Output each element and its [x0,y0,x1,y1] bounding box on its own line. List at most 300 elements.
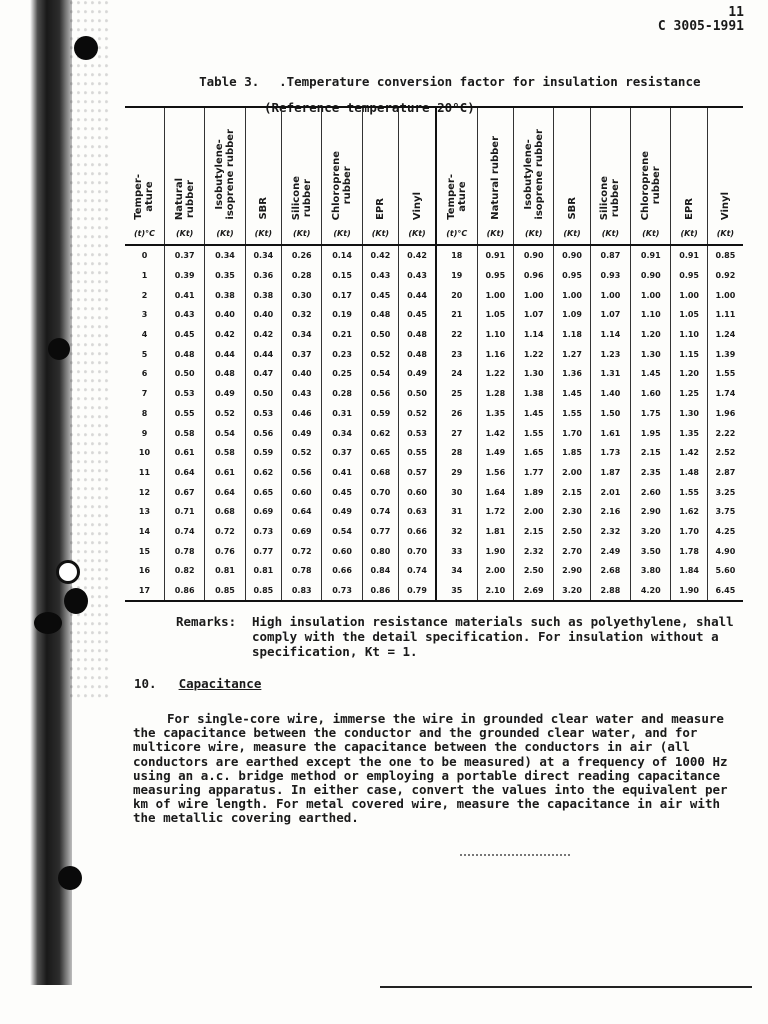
table-cell: 0.56 [362,384,398,404]
table-cell: 1.20 [631,325,671,345]
table-cell: 0.53 [164,384,204,404]
column-unit: (Kt) [399,222,436,245]
table-cell: 0.90 [554,245,590,266]
column-header-label: Temper- ature [133,174,156,220]
column-header-label: Temper- ature [445,174,468,220]
column-header-label: Vinyl [719,191,731,220]
table-cell: 0.42 [245,325,281,345]
table-cell: 0.32 [282,305,322,325]
column-unit: (t)°C [125,222,164,245]
table-cell: 20 [436,285,477,305]
table-cell: 0.38 [205,285,245,305]
table-cell: 1.28 [477,384,513,404]
table-cell: 0.86 [362,581,398,602]
table-cell: 21 [436,305,477,325]
table-cell: 0.34 [205,245,245,266]
table-cell: 0.65 [245,482,281,502]
table-cell: 0.91 [671,245,707,266]
table-row [125,522,743,542]
table-cell: 1.75 [631,404,671,424]
table-cell: 0.45 [164,325,204,345]
table-cell: 1.85 [554,443,590,463]
table-cell: 4.25 [707,522,743,542]
table-cell: 1.00 [554,285,590,305]
table-cell: 0.58 [205,443,245,463]
table-cell: 3 [141,310,148,320]
table-cell: 0.39 [164,266,204,286]
table-cell: 1.35 [671,423,707,443]
table-cell: 1.73 [590,443,630,463]
table-cell: 1.10 [671,325,707,345]
table-cell: 15 [138,546,151,556]
table-cell: 0.43 [362,266,398,286]
table-cell: 2.32 [514,541,554,561]
table-cell: 1.10 [477,325,513,345]
table-cell: 0.47 [245,364,281,384]
table-cell: 0.78 [282,561,322,581]
table-cell: 30 [436,482,477,502]
table-cell: 1.07 [590,305,630,325]
table-cell: 0.23 [322,344,362,364]
table-cell: 1.00 [671,285,707,305]
table-cell: 1.22 [514,344,554,364]
table-cell: 0.72 [205,522,245,542]
table-row [125,423,743,443]
table-cell: 0.60 [399,482,436,502]
table-cell: 6 [141,369,148,379]
table-cell: 0.84 [362,561,398,581]
column-header [707,107,743,222]
table-cell: 4.90 [707,541,743,561]
table-cell: 0.42 [205,325,245,345]
table-cell: 0.17 [322,285,362,305]
column-header [322,107,362,222]
table-cell: 4.20 [631,581,671,602]
table-cell: 26 [436,404,477,424]
table-cell: 0.76 [205,541,245,561]
table-cell: 2.15 [514,522,554,542]
table-cell: 18 [436,245,477,266]
column-unit: (Kt) [514,222,554,245]
table-cell: 4 [141,330,148,340]
table-cell: 0.73 [322,581,362,602]
table-cell: 0.15 [322,266,362,286]
table-cell: 1.48 [671,463,707,483]
table-cell: 0.85 [205,581,245,602]
column-header [436,107,477,222]
table-cell: 2 [141,290,148,300]
table-cell: 0.48 [399,325,436,345]
table-cell: 32 [436,522,477,542]
table-cell: 0.81 [245,561,281,581]
table-cell: 0.49 [322,502,362,522]
table-cell: 1.38 [514,384,554,404]
table-cell: 5.60 [707,561,743,581]
table-cell: 0.36 [245,266,281,286]
table-cell: 0.48 [164,344,204,364]
table-cell: 2.32 [590,522,630,542]
table-cell: 1.00 [477,285,513,305]
table-cell: 0.91 [631,245,671,266]
column-header-label: Silicone rubber [290,175,313,220]
table-cell: 0.61 [164,443,204,463]
table-cell: 0.40 [205,305,245,325]
column-header-label: Isobutylene- isoprene rubber [213,129,236,220]
table-cell: 22 [436,325,477,345]
table-cell: 0.59 [245,443,281,463]
table-row [125,344,743,364]
table-label: Table 3. [199,74,260,89]
table-cell: 0.26 [282,245,322,266]
table-cell: 1.39 [707,344,743,364]
table-cell: 0.14 [322,245,362,266]
table-cell: 16 [138,566,151,576]
table-cell: 0.45 [399,305,436,325]
table-cell: 28 [436,443,477,463]
table-cell: 9 [141,428,148,438]
table-cell: 1.64 [477,482,513,502]
table-cell: 0.50 [164,364,204,384]
table-cell: 2.88 [590,581,630,602]
table-cell: 0.62 [245,463,281,483]
table-cell: 0.80 [362,541,398,561]
column-header-label: SBR [257,197,269,220]
table-cell: 0.86 [164,581,204,602]
table-cell: 0.48 [205,364,245,384]
table-cell: 0.72 [282,541,322,561]
table-cell: 0.19 [322,305,362,325]
table-cell: 1.18 [554,325,590,345]
scan-binding-edge [30,0,72,985]
table-row [125,502,743,522]
table-cell: 0 [141,251,148,261]
table-cell: 0.28 [322,384,362,404]
table-cell: 11 [138,467,151,477]
table-cell: 1.50 [590,404,630,424]
table-cell: 0.37 [322,443,362,463]
table-cell: 1.90 [671,581,707,602]
table-cell: 0.28 [282,266,322,286]
table-cell: 0.37 [164,245,204,266]
table-cell: 0.34 [282,325,322,345]
table-cell: 0.69 [282,522,322,542]
table-cell: 1.45 [631,364,671,384]
table-cell: 0.77 [245,541,281,561]
table-cell: 0.56 [282,463,322,483]
table-cell: 0.30 [282,285,322,305]
table-cell: 0.78 [164,541,204,561]
table-cell: 0.43 [164,305,204,325]
column-unit: (Kt) [590,222,630,245]
table-cell: 24 [436,364,477,384]
table-cell: 2.15 [554,482,590,502]
binding-hole [56,560,80,584]
table-cell: 1.11 [707,305,743,325]
table-cell: 2.70 [554,541,590,561]
section-title: Capacitance [178,676,262,691]
table-cell: 2.35 [631,463,671,483]
table-cell: 0.52 [399,404,436,424]
table-cell: 0.90 [631,266,671,286]
table-cell: 0.53 [399,423,436,443]
table-cell: 0.85 [245,581,281,602]
table-cell: 33 [436,541,477,561]
table-cell: 0.44 [399,285,436,305]
table-cell: 0.34 [322,423,362,443]
table-cell: 0.64 [164,463,204,483]
table-row [125,245,743,266]
column-unit: (Kt) [707,222,743,245]
column-header [477,107,513,222]
table-cell: 1.23 [590,344,630,364]
column-header [671,107,707,222]
table-row [125,463,743,483]
table-cell: 0.52 [205,404,245,424]
column-header [205,107,245,222]
table-cell: 1.89 [514,482,554,502]
binding-hole [58,866,82,890]
table-cell: 0.44 [245,344,281,364]
remarks-label: Remarks: [176,614,237,629]
table-cell: 1.00 [590,285,630,305]
table-row [125,581,743,602]
table-cell: 0.40 [245,305,281,325]
table-cell: 2.30 [554,502,590,522]
table-cell: 0.55 [164,404,204,424]
table-cell: 0.21 [322,325,362,345]
table-cell: 0.92 [707,266,743,286]
table-cell: 1.84 [671,561,707,581]
table-cell: 0.45 [322,482,362,502]
table-cell: 1.45 [514,404,554,424]
table-cell: 0.73 [245,522,281,542]
table-cell: 1.56 [477,463,513,483]
table-cell: 0.64 [282,502,322,522]
column-header [514,107,554,222]
table-cell: 3.75 [707,502,743,522]
table-cell: 1.60 [631,384,671,404]
table-cell: 2.90 [554,561,590,581]
table-cell: 1.00 [631,285,671,305]
table-cell: 3.20 [554,581,590,602]
table-cell: 0.66 [399,522,436,542]
document-id: C 3005-1991 [657,19,744,34]
table-cell: 1.27 [554,344,590,364]
table-row [125,482,743,502]
table-cell: 2.00 [477,561,513,581]
table-cell: 1.30 [514,364,554,384]
table-cell: 0.48 [362,305,398,325]
column-unit: (Kt) [245,222,281,245]
column-header [164,107,204,222]
table-cell: 3.25 [707,482,743,502]
remarks-text: High insulation resistance materials such as polyethylene, shall comply with the detail specification. For insulation without a specification, Kt = 1. [252,614,734,659]
table-cell: 1.45 [554,384,590,404]
table-cell: 1.09 [554,305,590,325]
table-cell: 0.31 [322,404,362,424]
table-cell: 1.05 [477,305,513,325]
table-cell: 0.60 [282,482,322,502]
table-cell: 0.41 [164,285,204,305]
table-cell: 1.35 [477,404,513,424]
table-cell: 1.42 [671,443,707,463]
table-cell: 2.87 [707,463,743,483]
table-cell: 0.60 [322,541,362,561]
table-cell: 2.50 [554,522,590,542]
table-row [125,305,743,325]
table-cell: 0.42 [362,245,398,266]
column-unit: (Kt) [164,222,204,245]
table-cell: 1.24 [707,325,743,345]
column-header-label: Chloroprene rubber [639,150,662,220]
table-cell: 1.81 [477,522,513,542]
table-cell: 0.74 [399,561,436,581]
column-header-label: EPR [374,198,386,220]
table-cell: 1.14 [590,325,630,345]
table-cell: 2.00 [514,502,554,522]
table-cell: 0.48 [399,344,436,364]
table-cell: 0.77 [362,522,398,542]
table-cell: 1.62 [671,502,707,522]
table-cell: 1.49 [477,443,513,463]
table-cell: 1.74 [707,384,743,404]
table-cell: 0.38 [245,285,281,305]
table-cell: 0.43 [282,384,322,404]
table-cell: 2.00 [554,463,590,483]
table-cell: 2.49 [590,541,630,561]
column-unit: (Kt) [362,222,398,245]
table-row [125,325,743,345]
binding-hole [74,36,98,60]
table-cell: 0.64 [205,482,245,502]
table-cell: 1.40 [590,384,630,404]
column-header-label: Silicone rubber [599,175,622,220]
table-cell: 0.74 [362,502,398,522]
column-header-label: SBR [566,197,578,220]
table-cell: 1.70 [671,522,707,542]
table-cell: 1 [141,271,148,281]
table-cell: 0.54 [322,522,362,542]
column-header-label: Natural rubber [173,177,196,220]
table-cell: 17 [125,581,164,602]
table-cell: 0.68 [362,463,398,483]
table-row [125,541,743,561]
table-cell: 0.44 [205,344,245,364]
table-cell: 1.77 [514,463,554,483]
table-cell: 27 [436,423,477,443]
table-cell: 1.95 [631,423,671,443]
binding-hole [48,338,70,360]
binding-hole [34,612,62,634]
table-cell: 0.55 [399,443,436,463]
table-cell: 3.80 [631,561,671,581]
table-cell: 0.53 [245,404,281,424]
table-cell: 3.20 [631,522,671,542]
column-unit: (Kt) [322,222,362,245]
column-unit: (Kt) [205,222,245,245]
table-cell: 1.30 [671,404,707,424]
table-cell: 1.22 [477,364,513,384]
table-cell: 1.70 [554,423,590,443]
section-heading [134,676,261,691]
table-row [125,561,743,581]
table-cell: 1.07 [514,305,554,325]
table-cell: 2.68 [590,561,630,581]
table-cell: 0.67 [164,482,204,502]
table-cell: 0.65 [362,443,398,463]
table-cell: 0.57 [399,463,436,483]
column-unit: (Kt) [671,222,707,245]
table-cell: 8 [141,408,148,418]
table-cell: 0.50 [399,384,436,404]
table-cell: 1.55 [554,404,590,424]
table-cell: 0.54 [362,364,398,384]
table-cell: 34 [436,561,477,581]
table-row [125,443,743,463]
column-header [282,107,322,222]
table-cell: 0.46 [282,404,322,424]
table-row [125,285,743,305]
table-cell: 2.16 [590,502,630,522]
table-cell: 13 [138,507,151,517]
column-header [245,107,281,222]
table-cell: 0.58 [164,423,204,443]
table-cell: 1.36 [554,364,590,384]
table-cell: 0.34 [245,245,281,266]
table-cell: 0.63 [399,502,436,522]
table-cell: 6.45 [707,581,743,602]
column-unit: (Kt) [282,222,322,245]
table-cell: 0.49 [282,423,322,443]
table-cell: 1.15 [671,344,707,364]
table-cell: 1.20 [671,364,707,384]
column-header [362,107,398,222]
column-unit: (t)°C [436,222,477,245]
table-cell: 1.55 [514,423,554,443]
column-header [399,107,436,222]
table-cell: 2.22 [707,423,743,443]
section-body: For single-core wire, immerse the wire in grounded clear water and measure the capacitance between the conductor and the grounded clear water, and for multicore wire, measure the capacitance between the conductors in air (all conductors are earthed except the one to be measured) at a frequency of 1000 Hz using an a.c. bridge method or employing a portable direct reading capacitance measuring apparatus. In either case, convert the values into the equivalent per km of wire length. For metal covered wire, measure the capacitance in air with the metallic covering earthed. [133,711,728,826]
table-cell: 0.35 [205,266,245,286]
table-cell: 0.69 [245,502,281,522]
footer-rule [380,986,752,988]
table-cell: 0.91 [477,245,513,266]
table-cell: 1.65 [514,443,554,463]
table-cell: 1.16 [477,344,513,364]
table-cell: 1.00 [514,285,554,305]
table-cell: 23 [436,344,477,364]
table-cell: 0.43 [399,266,436,286]
table-cell: 1.00 [707,285,743,305]
table-cell: 0.81 [205,561,245,581]
column-unit: (Kt) [554,222,590,245]
section-number: 10. [134,676,157,691]
table-cell: 0.70 [399,541,436,561]
page-header [658,6,744,34]
table-cell: 3.50 [631,541,671,561]
column-header [125,107,164,222]
table-cell: 0.49 [205,384,245,404]
table-cell: 0.71 [164,502,204,522]
table-cell: 0.50 [362,325,398,345]
table-cell: 0.74 [164,522,204,542]
column-header-label: Isobutylene- isoprene rubber [522,129,545,220]
table-cell: 0.93 [590,266,630,286]
table-cell: 35 [436,581,477,602]
table-cell: 31 [436,502,477,522]
table-cell: 1.14 [514,325,554,345]
table-cell: 0.66 [322,561,362,581]
